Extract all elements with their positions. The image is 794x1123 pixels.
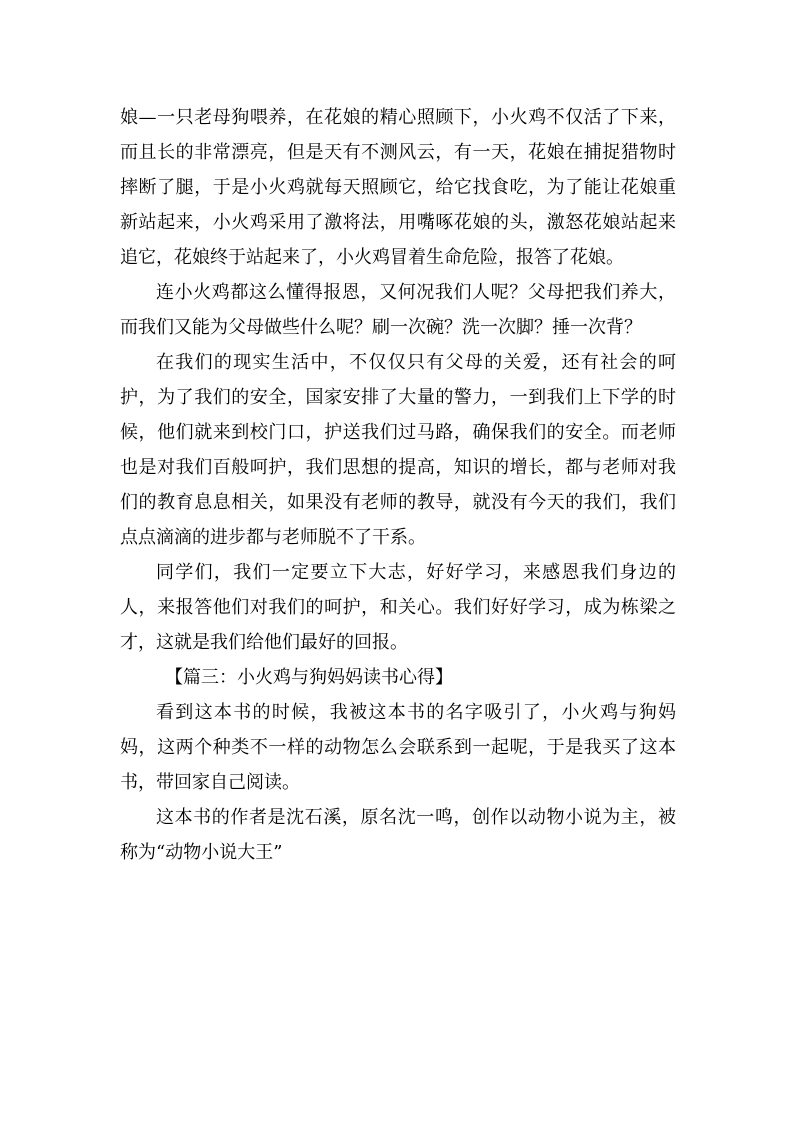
document-page <box>120 100 676 870</box>
paragraph: 在我们的现实生活中，不仅仅只有父母的关爱，还有社会的呵护，为了我们的安全，国家安排了大量的警力，一到我们上下学的时候，他们就来到校门口，护送我们过马路，确保我们的安全。而老师也是对我们百般呵护，我们思想的提高，知识的增长，都与老师对我们的教育息息相关，如果没有老师的教导，就没有今天的我们，我们点点滴滴的进步都与老师脱不了干系。 <box>120 352 676 548</box>
paragraph: 连小火鸡都这么懂得报恩，又何况我们人呢？父母把我们养大，而我们又能为父母做些什么呢？刷一次碗？洗一次脚？捶一次背？ <box>120 282 676 338</box>
paragraph: 这本书的作者是沈石溪，原名沈一鸣，创作以动物小说为主，被称为“动物小说大王” <box>120 807 676 863</box>
paragraph-continuation: 娘—一只老母狗喂养，在花娘的精心照顾下，小火鸡不仅活了下来，而且长的非常漂亮，但是天有不测风云，有一天，花娘在捕捉猎物时摔断了腿，于是小火鸡就每天照顾它，给它找食吃，为了能让花娘重新站起来，小火鸡采用了激将法，用嘴啄花娘的头，激怒花娘站起来追它，花娘终于站起来了，小火鸡冒着生命危险，报答了花娘。 <box>120 107 676 268</box>
paragraph: 看到这本书的时候，我被这本书的名字吸引了，小火鸡与狗妈妈，这两个种类不一样的动物怎么会联系到一起呢，于是我买了这本书，带回家自己阅读。 <box>120 702 676 793</box>
section-heading: 【篇三：小火鸡与狗妈妈读书心得】 <box>165 667 453 688</box>
paragraph: 同学们，我们一定要立下大志，好好学习，来感恩我们身边的人，来报答他们对我们的呵护，和关心。我们好好学习，成为栋梁之才，这就是我们给他们最好的回报。 <box>120 562 676 653</box>
